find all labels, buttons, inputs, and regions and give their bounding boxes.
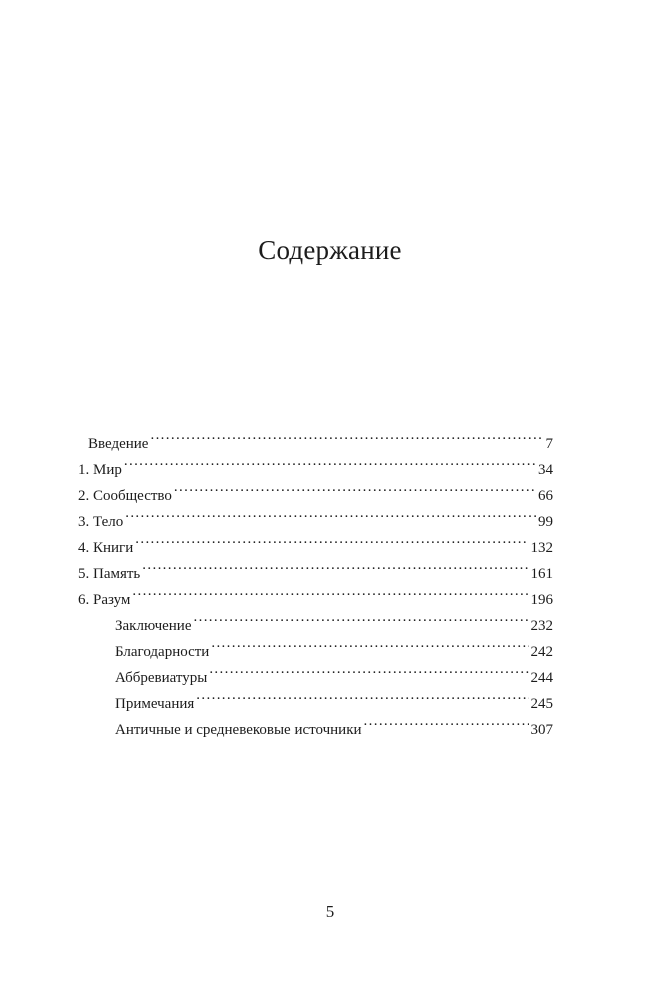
toc-entry-page: 161 (530, 566, 553, 582)
table-of-contents (78, 422, 553, 738)
toc-entry-chapter-1[interactable] (78, 448, 553, 478)
dot-leader (364, 708, 529, 734)
toc-entry-page: 7 (545, 436, 553, 452)
toc-entry-page: 99 (538, 514, 553, 530)
toc-entry-page: 132 (530, 540, 553, 556)
toc-entry-label: 2. Сообщество (78, 488, 172, 504)
dot-leader (125, 500, 536, 526)
toc-entry-chapter-4[interactable] (78, 526, 553, 556)
toc-entry-label: Аббревиатуры (115, 670, 208, 686)
toc-entry-chapter-3[interactable] (78, 500, 553, 530)
dot-leader (209, 656, 528, 682)
toc-entry-chapter-5[interactable] (78, 552, 553, 582)
dot-leader (142, 552, 528, 578)
toc-entry-page: 34 (538, 462, 553, 478)
toc-entry-page: 245 (530, 696, 553, 712)
dot-leader (174, 474, 536, 500)
toc-entry-label: 5. Память (78, 566, 141, 582)
dot-leader (196, 682, 528, 708)
dot-leader (135, 526, 528, 552)
dot-leader (124, 448, 536, 474)
toc-entry-introduction[interactable] (78, 422, 553, 452)
toc-entry-page: 244 (530, 670, 553, 686)
toc-entry-page: 66 (538, 488, 553, 504)
toc-entry-page: 307 (530, 722, 553, 738)
toc-entry-page: 242 (530, 644, 553, 660)
toc-entry-chapter-6[interactable] (78, 578, 553, 608)
toc-entry-label: Античные и средневековые источники (115, 722, 362, 738)
toc-entry-chapter-2[interactable] (78, 474, 553, 504)
toc-entry-label: 6. Разум (78, 592, 131, 608)
toc-entry-page: 232 (530, 618, 553, 634)
toc-entry-label: 4. Книги (78, 540, 134, 556)
toc-entry-page: 196 (530, 592, 553, 608)
toc-entry-label: 1. Мир (78, 462, 122, 478)
dot-leader (132, 578, 528, 604)
toc-entry-label: Заключение (115, 618, 192, 634)
dot-leader (194, 604, 529, 630)
toc-entry-label: Благодарности (115, 644, 210, 660)
page-title: Содержание (258, 235, 402, 265)
toc-entry-conclusion[interactable] (78, 604, 553, 634)
toc-entry-label: 3. Тело (78, 514, 124, 530)
toc-entry-label: Примечания (115, 696, 195, 712)
toc-entry-label: Введение (88, 436, 149, 452)
dot-leader (211, 630, 528, 656)
page-number: 5 (325, 902, 335, 921)
dot-leader (150, 422, 543, 448)
